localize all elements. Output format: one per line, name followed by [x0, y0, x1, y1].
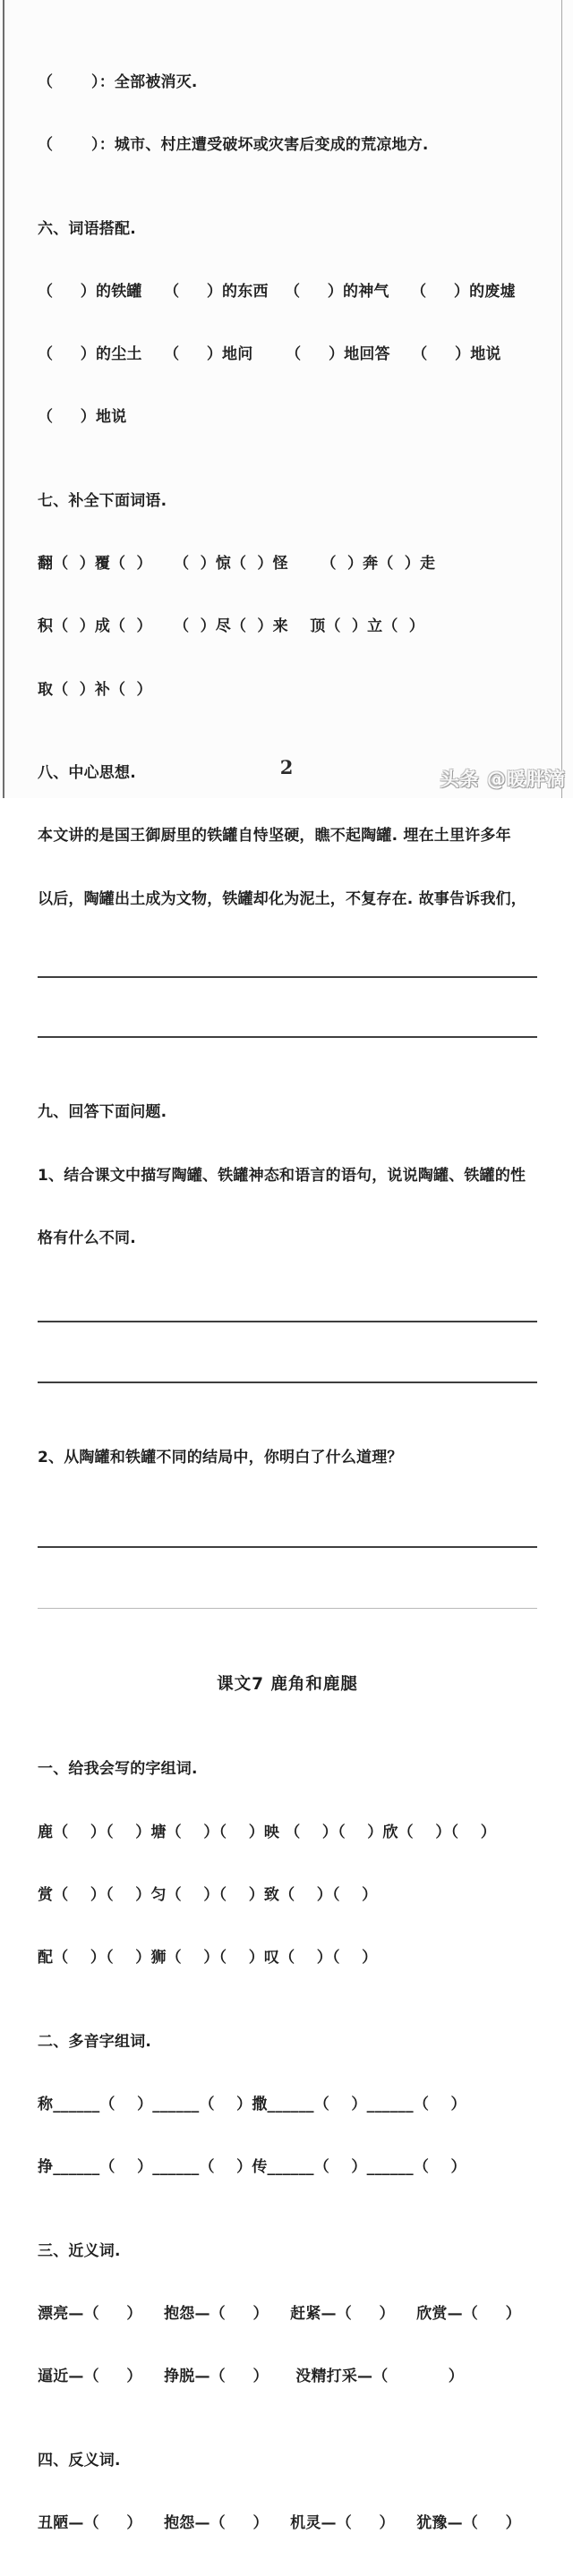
section-9-question-2: 2、从陶罐和铁罐不同的结局中，你明白了什么道理？	[38, 1449, 403, 1467]
scan-right-border	[561, 0, 562, 798]
section-7-row-2: 积（ ）成（ ） （ ）尽（ ）来 顶（ ）立（ ）	[38, 617, 424, 636]
answer-line-light	[38, 1592, 537, 1609]
section-6-title: 六、词语搭配.	[38, 219, 136, 238]
section-8-paragraph-1: 本文讲的是国王御厨里的铁罐自恃坚硬，瞧不起陶罐. 埋在土里许多年	[38, 827, 511, 846]
lesson7-section-3-row-2: 逼近—（ ） 挣脱—（ ） 没精打采—（ ）	[38, 2368, 464, 2386]
lesson7-section-1-row-3: 配（ ）（ ）狮（ ）（ ）叹（ ）（ ）	[38, 1948, 378, 1967]
answer-line	[38, 1366, 537, 1383]
answer-line	[38, 1532, 537, 1548]
lesson7-section-1-row-1: 鹿（ ）（ ）塘（ ）（ ）映 （ ）（ ）欣（ ）（ ）	[38, 1823, 496, 1841]
lesson7-section-1-title: 一、给我会写的字组词.	[38, 1760, 198, 1779]
section-8-paragraph-2: 以后，陶罐出土成为文物，铁罐却化为泥土，不复存在. 故事告诉我们，	[38, 889, 526, 908]
section-6-row-1: （ ）的铁罐 （ ）的东西 （ ）的神气 （ ）的废墟	[38, 282, 516, 301]
lesson7-section-4-row-1: 丑陋—（ ） 抱怨—（ ） 机灵—（ ） 犹豫—（ ）	[38, 2513, 521, 2532]
section-9-question-1a: 1、结合课文中描写陶罐、铁罐神态和语言的语句，说说陶罐、铁罐的性	[38, 1166, 526, 1185]
scan-left-border	[3, 0, 4, 798]
definition-line-2: （ ）：城市、村庄遭受破坏或灾害后变成的荒凉地方.	[38, 136, 429, 155]
section-7-row-1: 翻（ ）覆（ ） （ ）惊（ ）怪 （ ）奔（ ）走	[38, 555, 436, 574]
page-number: 2	[279, 756, 294, 778]
section-7-title: 七、补全下面词语.	[38, 491, 167, 510]
lesson7-section-4-title: 四、反义词.	[38, 2451, 121, 2470]
lesson7-section-2-title: 二、多音字组词.	[38, 2032, 152, 2051]
lesson-heading: 课文7 鹿角和鹿腿	[217, 1675, 358, 1695]
section-6-row-2: （ ）的尘土 （ ）地问 （ ）地回答 （ ）地说	[38, 345, 501, 364]
section-9-question-1b: 格有什么不同.	[38, 1228, 136, 1247]
answer-line	[38, 1312, 537, 1322]
lesson7-section-2-row-2: 挣______（ ）______（ ）传______（ ）______（ ）	[38, 2158, 466, 2176]
lesson7-section-3-row-1: 漂亮—（ ） 抱怨—（ ） 赶紧—（ ） 欣赏—（ ）	[38, 2304, 521, 2323]
answer-line	[38, 1022, 537, 1038]
lesson7-section-3-title: 三、近义词.	[38, 2241, 121, 2260]
section-8-title: 八、中心思想.	[38, 764, 136, 783]
lesson7-section-1-row-2: 赏（ ）（ ）匀（ ）（ ）致（ ）（ ）	[38, 1885, 378, 1904]
section-7-row-3: 取（ ）补（ ）	[38, 680, 152, 699]
answer-line	[38, 973, 537, 978]
worksheet-content	[38, 30, 537, 2576]
section-6-row-3: （ ）地说	[38, 408, 127, 427]
section-9-title: 九、回答下面问题.	[38, 1103, 167, 1122]
definition-line-1: （ ）：全部被消灭.	[38, 72, 198, 91]
lesson7-section-2-row-1: 称______（ ）______（ ）撒______（ ）______（ ）	[38, 2095, 466, 2113]
watermark: 头条 @暖胖滴	[440, 769, 566, 790]
